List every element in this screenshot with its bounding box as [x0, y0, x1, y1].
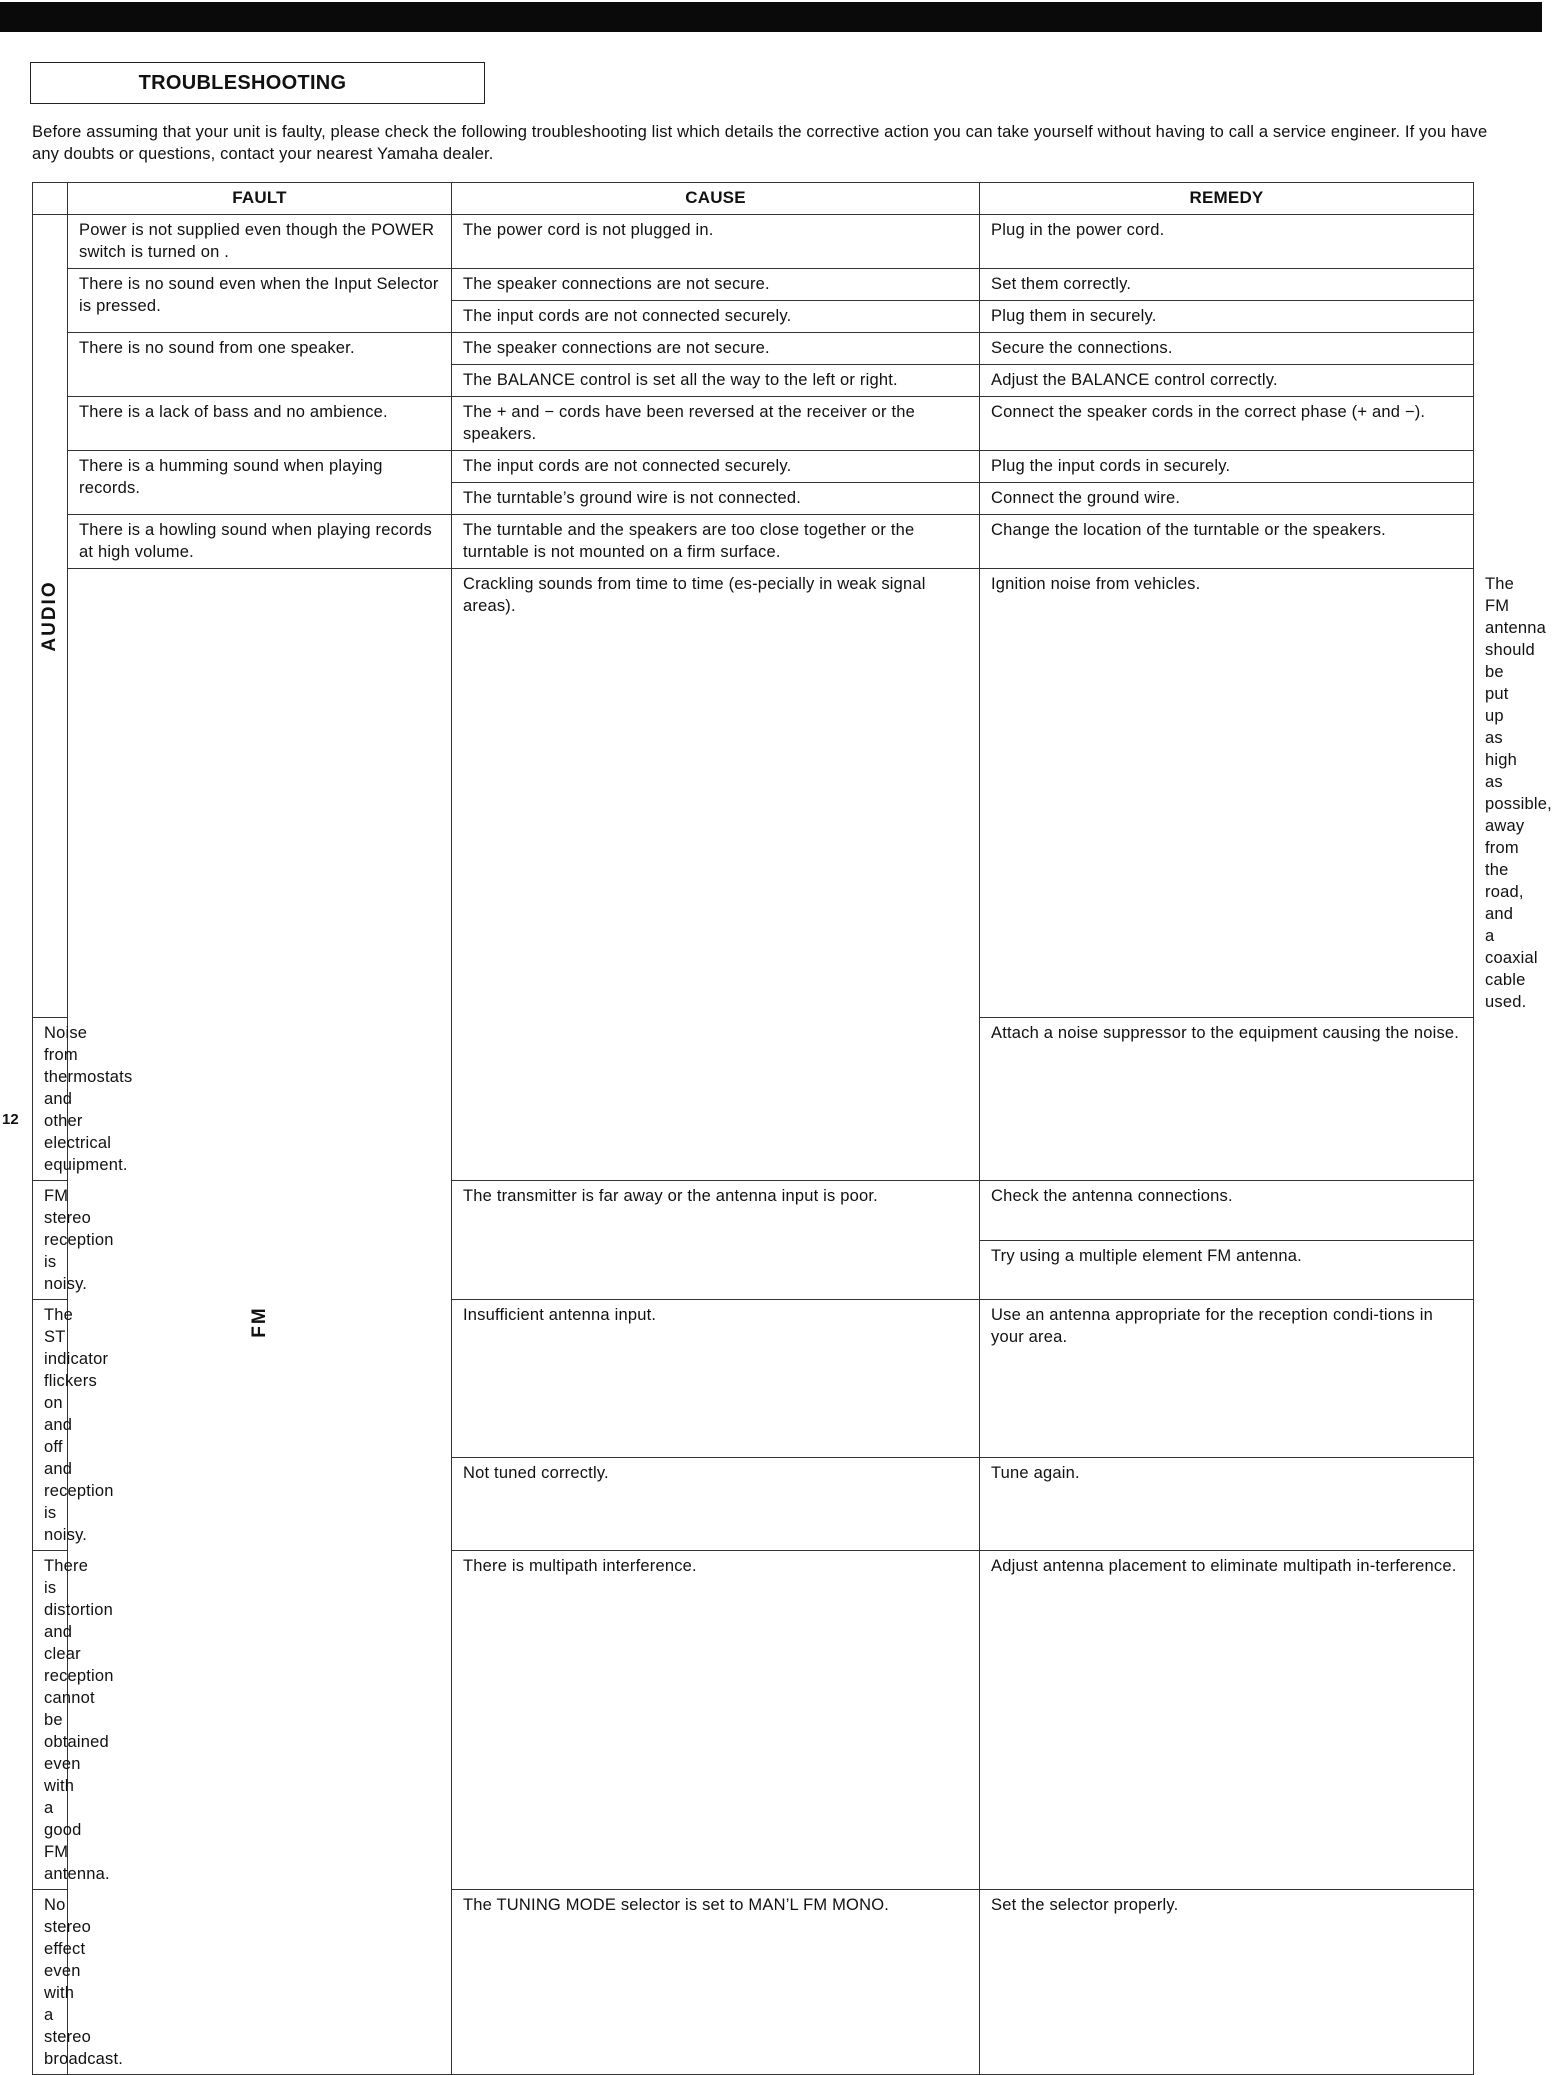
remedy-cell: Connect the speaker cords in the correct phase (+ and −). [980, 397, 1474, 451]
remedy-cell: Try using a multiple element FM antenna. [980, 1240, 1474, 1300]
table-header-row [33, 183, 1474, 215]
cause-cell: The TUNING MODE selector is set to MAN’L FM MONO. [452, 1890, 980, 2075]
header-fault: FAULT [68, 183, 452, 215]
table-row: FM Crackling sounds from time to time (es-pecially in weak signal areas). Ignition noise from vehicles. The FM antenna should be put up as high as possible, away from the road, and a coaxial cable used. [33, 569, 1474, 1018]
remedy-cell: Set them correctly. [980, 269, 1474, 301]
intro-paragraph: Before assuming that your unit is faulty, please check the following troubleshooting list which details the corrective action you can take yourself without having to call a service engineer. If you have any doubts or questions, contact your nearest Yamaha dealer. [32, 123, 1488, 163]
title-box [30, 62, 485, 104]
fault-cell: No stereo effect even with a stereo broadcast. [33, 1890, 68, 2075]
cause-cell: Not tuned correctly. [452, 1457, 980, 1550]
header-cause: CAUSE [452, 183, 980, 215]
cause-cell: The speaker connections are not secure. [452, 269, 980, 301]
cause-cell: The BALANCE control is set all the way to the left or right. [452, 365, 980, 397]
fault-cell: The ST indicator flickers on and off and reception is noisy. [33, 1300, 68, 1551]
section-label-fm: FM [248, 1305, 270, 1338]
table-row [33, 269, 1474, 301]
cause-cell: Noise from thermostats and other electrical equipment. [33, 1018, 68, 1181]
remedy-cell: Attach a noise suppressor to the equipment causing the noise. [980, 1018, 1474, 1181]
table-row [33, 451, 1474, 483]
remedy-cell: Tune again. [980, 1457, 1474, 1550]
fault-cell: Power is not supplied even though the POWER switch is turned on . [68, 215, 452, 269]
section-label-audio: AUDIO [39, 580, 60, 652]
cause-cell: The power cord is not plugged in. [452, 215, 980, 269]
top-black-bar [0, 2, 1542, 32]
fault-cell: There is a howling sound when playing records at high volume. [68, 515, 452, 569]
table-row [33, 397, 1474, 451]
fault-cell: There is no sound from one speaker. [68, 333, 452, 397]
troubleshooting-table [32, 182, 1552, 2075]
cause-cell: The input cords are not connected securely. [452, 451, 980, 483]
page-number: 12 [2, 1111, 19, 1128]
fault-cell: Crackling sounds from time to time (es-pecially in weak signal areas). [452, 569, 980, 1181]
cause-cell: The + and − cords have been reversed at the receiver or the speakers. [452, 397, 980, 451]
table-row [33, 333, 1474, 365]
cause-cell: Insufficient antenna input. [452, 1300, 980, 1458]
remedy-cell: Check the antenna connections. [980, 1181, 1474, 1241]
fault-cell: There is a humming sound when playing records. [68, 451, 452, 515]
remedy-cell: Plug in the power cord. [980, 215, 1474, 269]
remedy-cell: Connect the ground wire. [980, 483, 1474, 515]
cause-cell: The transmitter is far away or the antenna input is poor. [452, 1181, 980, 1300]
remedy-cell: Change the location of the turntable or the speakers. [980, 515, 1474, 569]
fault-cell: There is a lack of bass and no ambience. [68, 397, 452, 451]
fault-cell: There is distortion and clear reception cannot be obtained even with a good FM antenna. [33, 1551, 68, 1890]
section-label-fm-cell [68, 569, 452, 2075]
remedy-cell: Set the selector properly. [980, 1890, 1474, 2075]
remedy-cell: Adjust the BALANCE control correctly. [980, 365, 1474, 397]
remedy-cell: Plug them in securely. [980, 301, 1474, 333]
remedy-cell: Secure the connections. [980, 333, 1474, 365]
fault-cell: FM stereo reception is noisy. [33, 1181, 68, 1300]
cause-cell: The turntable’s ground wire is not connected. [452, 483, 980, 515]
fault-cell: There is no sound even when the Input Selector is pressed. [68, 269, 452, 333]
header-corner-cell [33, 183, 68, 215]
remedy-cell: Use an antenna appropriate for the reception condi-tions in your area. [980, 1300, 1474, 1458]
header-remedy: REMEDY [980, 183, 1474, 215]
remedy-cell: Plug the input cords in securely. [980, 451, 1474, 483]
cause-cell: The input cords are not connected securely. [452, 301, 980, 333]
remedy-cell: Adjust antenna placement to eliminate multipath in-terference. [980, 1551, 1474, 1890]
table-row [33, 515, 1474, 569]
cause-cell: There is multipath interference. [452, 1551, 980, 1890]
cause-cell: Ignition noise from vehicles. [980, 569, 1474, 1018]
cause-cell: The turntable and the speakers are too close together or the turntable is not mounted on a firm surface. [452, 515, 980, 569]
section-label-audio-cell [33, 215, 68, 1018]
cause-cell: The speaker connections are not secure. [452, 333, 980, 365]
table-row [33, 215, 1474, 269]
page-title: TROUBLESHOOTING [138, 71, 347, 94]
